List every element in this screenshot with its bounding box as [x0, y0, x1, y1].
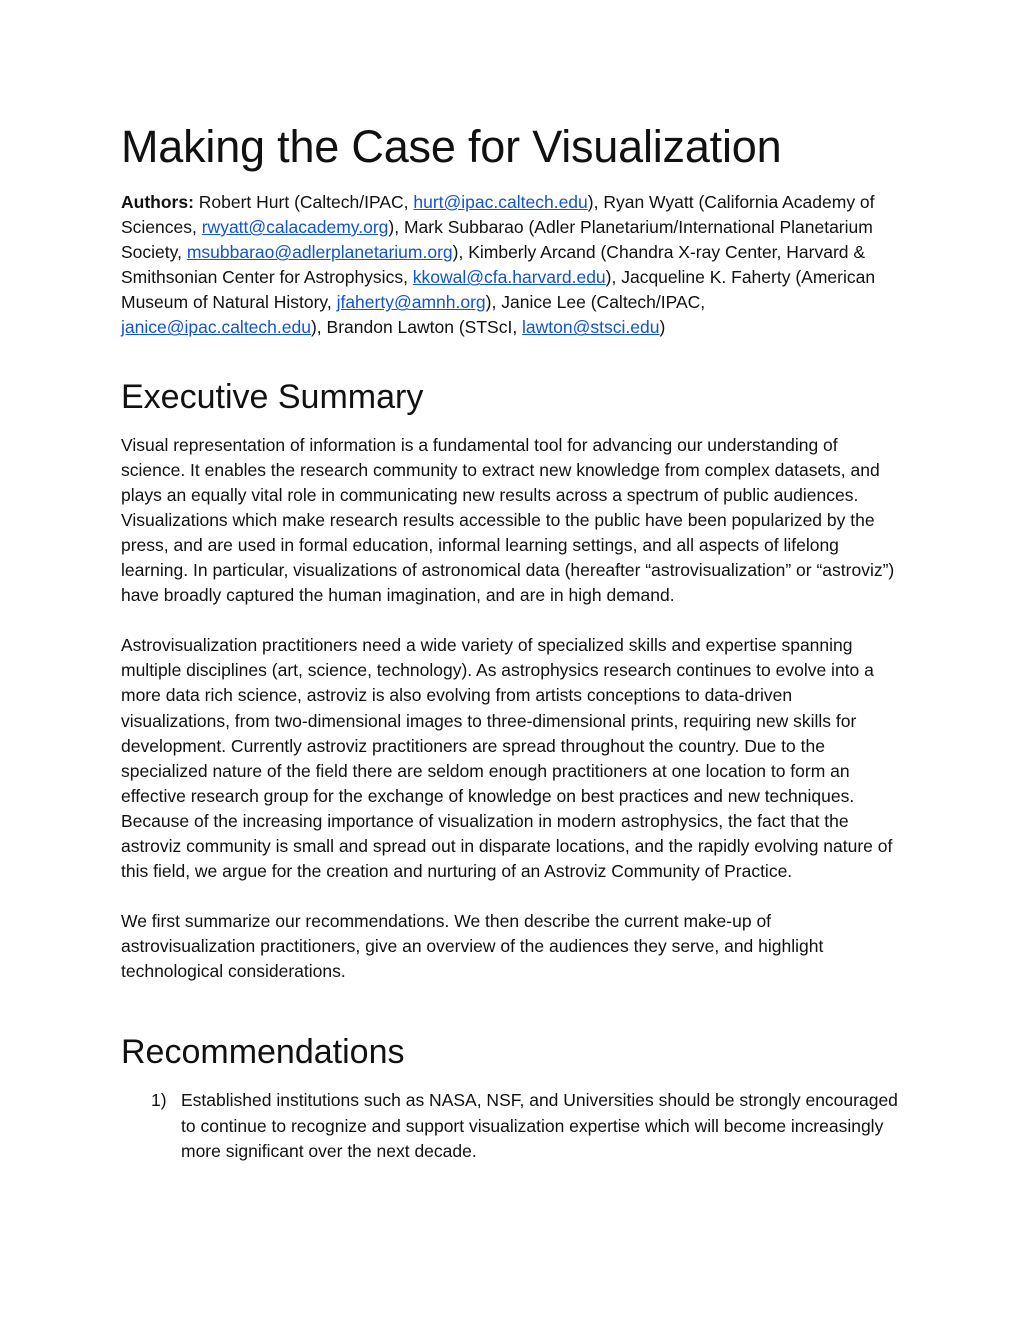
email-link-rwyatt[interactable]: rwyatt@calacademy.org	[201, 217, 389, 238]
author-text: ), Mark Subbarao (Adler Planetarium/International Planetarium Society,	[121, 217, 873, 263]
executive-summary-heading: Executive Summary	[121, 377, 424, 416]
email-link-kkowal[interactable]: kkowal@cfa.harvard.edu	[412, 267, 606, 288]
summary-paragraph-3: We first summarize our recommendations. We then describe the current make-up of astrovisualization practitioners, give an overview of the audiences they serve, and highlight technological considerations.	[121, 911, 824, 982]
email-link-hurt[interactable]: hurt@ipac.caltech.edu	[413, 192, 588, 212]
document-page	[121, 118, 901, 1164]
author-text: ), Brandon Lawton (STScI,	[310, 317, 523, 338]
list-item-text: Established institutions such as NASA, NSF, and Universities should be strongly encouraged to continue to recognize and support visualization expertise which will become increasingly more significant over the next decade.	[181, 1090, 898, 1161]
author-text: ), Jacqueline K. Faherty (American Museum of Natural History,	[121, 267, 876, 313]
author-text: ), Kimberly Arcand (Chandra X-ray Center, Harvard & Smithsonian Center for Astrophysics,	[121, 242, 866, 288]
list-item	[121, 1088, 901, 1163]
authors-paragraph	[121, 190, 901, 341]
email-link-msubbarao[interactable]: msubbarao@adlerplanetarium.org	[186, 242, 453, 263]
authors-label: Authors:	[121, 192, 194, 212]
author-text: Robert Hurt (Caltech/IPAC,	[193, 192, 414, 212]
list-item-number: 1)	[151, 1090, 167, 1111]
author-text: ), Janice Lee (Caltech/IPAC,	[485, 292, 706, 313]
document-title: Making the Case for Visualization	[121, 121, 782, 172]
author-text: ), Ryan Wyatt (California Academy of Sciences,	[121, 192, 875, 238]
recommendations-heading: Recommendations	[121, 1033, 405, 1072]
summary-paragraph-2: Astrovisualization practitioners need a wide variety of specialized skills and expertise spanning multiple disciplines (art, science, technology). As astrophysics research continues to evolve into a more data rich science, astroviz is also evolving from artists conceptions to data-driven visualizations, from two-dimensional images to three-dimensional prints, requiring new skills for development. Currently astroviz practitioners are spread throughout the country. Due to the specialized nature of the field there are seldom enough practitioners at one location to form an effective research group for the exchange of knowledge on best practices and new techniques. Because of the increasing importance of visualization in modern astrophysics, the fact that the astroviz community is small and spread out in disparate locations, and the rapidly evolving nature of this field, we argue for the creation and nurturing of an Astroviz Community of Practice.	[121, 635, 893, 882]
summary-paragraph-1: Visual representation of information is a fundamental tool for advancing our understanding of science. It enables the research community to extract new knowledge from complex datasets, and plays an equally vital role in communicating new results across a spectrum of public audiences. Visualizations which make research results accessible to the public have been popularized by the press, and are used in formal education, informal learning settings, and all aspects of lifelong learning. In particular, visualizations of astronomical data (hereafter “astrovisualization” or “astroviz”) have broadly captured the human imagination, and are in high demand.	[121, 434, 895, 606]
recommendations-list	[121, 1088, 901, 1163]
email-link-jfaherty[interactable]: jfaherty@amnh.org	[336, 292, 486, 313]
email-link-lawton[interactable]: lawton@stsci.edu	[522, 317, 660, 338]
email-link-janice[interactable]: janice@ipac.caltech.edu	[121, 317, 311, 338]
author-text: )	[659, 317, 666, 338]
